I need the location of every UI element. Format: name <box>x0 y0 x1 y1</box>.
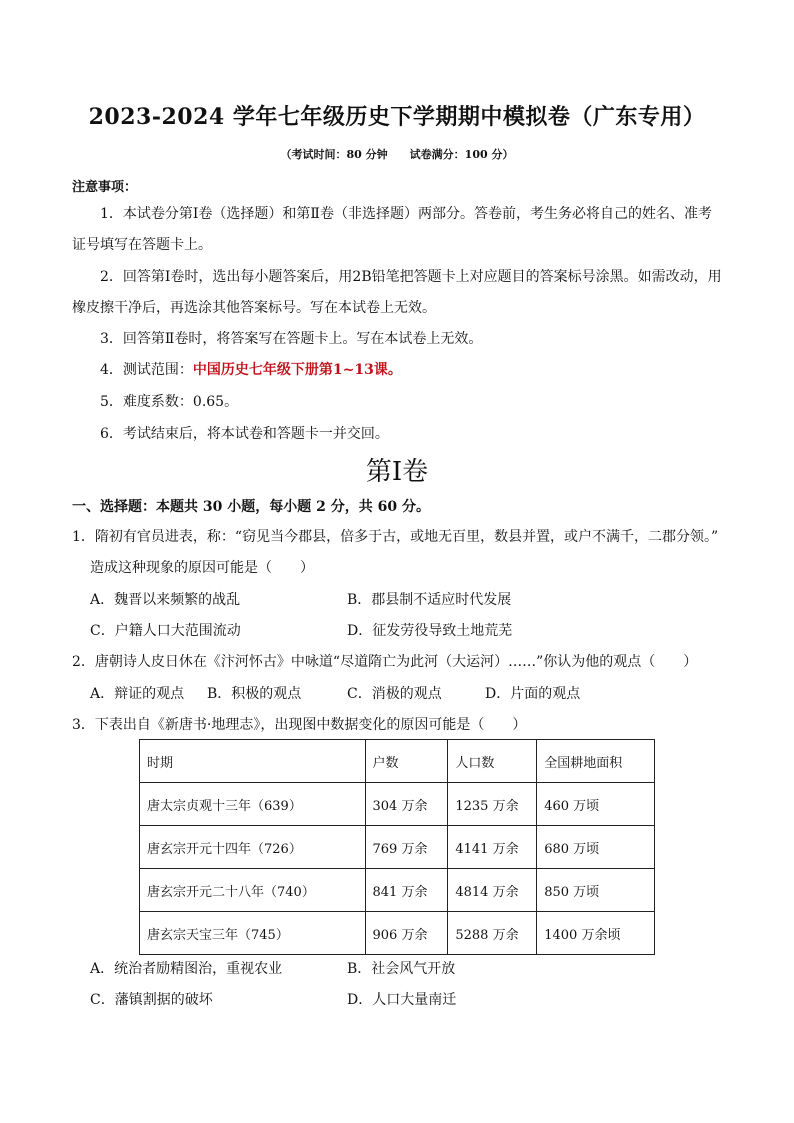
q2-option-b: B．积极的观点 <box>207 686 302 702</box>
q2-stem: 2．唐朝诗人皮日休在《汴河怀古》中咏道“尽道隋亡为此河（大运河）……”你认为他的观点（ ） <box>72 654 698 670</box>
q3-option-c: C．藩镇割据的破坏 <box>90 992 213 1008</box>
table-cell: 5288 万余 <box>448 912 537 955</box>
table-row <box>140 826 655 869</box>
table-row <box>140 783 655 826</box>
table-cell: 680 万顷 <box>537 826 655 869</box>
note-3: 3．回答第Ⅱ卷时，将答案写在答题卡上。写在本试卷上无效。 <box>100 331 483 347</box>
table-header-cell: 户数 <box>365 740 448 783</box>
table-cell: 4814 万余 <box>448 869 537 912</box>
q3-option-a: A．统治者励精图治，重视农业 <box>90 961 283 977</box>
table-cell: 唐玄宗开元二十八年（740） <box>140 869 366 912</box>
table-cell: 唐太宗贞观十三年（639） <box>140 783 366 826</box>
note-1-line-1: 1．本试卷分第Ⅰ卷（选择题）和第Ⅱ卷（非选择题）两部分。答卷前，考生务必将自己的姓名、准考 <box>100 206 712 222</box>
q1-option-b: B．郡县制不适应时代发展 <box>347 592 512 608</box>
table-cell: 唐玄宗天宝三年（745） <box>140 912 366 955</box>
q2-option-c: C．消极的观点 <box>347 686 442 702</box>
q3-option-b: B．社会风气开放 <box>347 961 456 977</box>
table-cell: 1235 万余 <box>448 783 537 826</box>
table-header-cell: 人口数 <box>448 740 537 783</box>
table-cell: 1400 万余顷 <box>537 912 655 955</box>
volume-heading: 第Ⅰ卷 <box>365 457 429 487</box>
note-4-prefix: 4．测试范围： <box>100 362 193 378</box>
q1-option-a: A．魏晋以来频繁的战乱 <box>90 592 241 608</box>
q3-data-table <box>139 739 655 955</box>
note-5: 5．难度系数：0.65。 <box>100 394 239 410</box>
q1-stem-line-2: 造成这种现象的原因可能是（ ） <box>90 560 314 576</box>
table-cell: 769 万余 <box>365 826 448 869</box>
table-cell: 304 万余 <box>365 783 448 826</box>
q1-stem-line-1: 1．隋初有官员进表，称：“窃见当今郡县，倍多于古，或地无百里，数县并置，或户不满千，二郡分领。” <box>72 529 719 545</box>
notes-heading: 注意事项： <box>72 180 138 195</box>
table-cell: 841 万余 <box>365 869 448 912</box>
table-header-cell: 时期 <box>140 740 366 783</box>
table-cell: 906 万余 <box>365 912 448 955</box>
q3-option-d: D．人口大量南迁 <box>347 992 457 1008</box>
q2-option-d: D．片面的观点 <box>485 686 581 702</box>
table-cell: 4141 万余 <box>448 826 537 869</box>
exam-info: （考试时间：80 分钟 试卷满分：100 分） <box>280 148 514 161</box>
table-header-row <box>140 740 655 783</box>
note-1-line-2: 证号填写在答题卡上。 <box>72 237 212 253</box>
table-header-cell: 全国耕地面积 <box>537 740 655 783</box>
q3-stem: 3．下表出自《新唐书·地理志》，出现图中数据变化的原因可能是（ ） <box>72 717 527 733</box>
section-heading: 一、选择题：本题共 30 小题，每小题 2 分，共 60 分。 <box>72 499 430 515</box>
table-cell: 唐玄宗开元十四年（726） <box>140 826 366 869</box>
q1-option-d: D．征发劳役导致土地荒芜 <box>347 623 513 639</box>
table-cell: 850 万顷 <box>537 869 655 912</box>
note-4 <box>100 360 402 380</box>
q2-option-a: A．辩证的观点 <box>90 686 185 702</box>
test-range: 中国历史七年级下册第1~13课。 <box>192 362 402 378</box>
table-row <box>140 912 655 955</box>
note-6: 6．考试结束后，将本试卷和答题卡一并交回。 <box>100 426 389 442</box>
note-2-line-1: 2．回答第Ⅰ卷时，选出每小题答案后，用2B铅笔把答题卡上对应题目的答案标号涂黑。如需改动，用 <box>100 269 722 285</box>
note-2-line-2: 橡皮擦干净后，再选涂其他答案标号。写在本试卷上无效。 <box>72 300 436 316</box>
page-title: 2023-2024 学年七年级历史下学期期中模拟卷（广东专用） <box>88 104 706 130</box>
q1-option-c: C．户籍人口大范围流动 <box>90 623 241 639</box>
table-row <box>140 869 655 912</box>
table-cell: 460 万顷 <box>537 783 655 826</box>
